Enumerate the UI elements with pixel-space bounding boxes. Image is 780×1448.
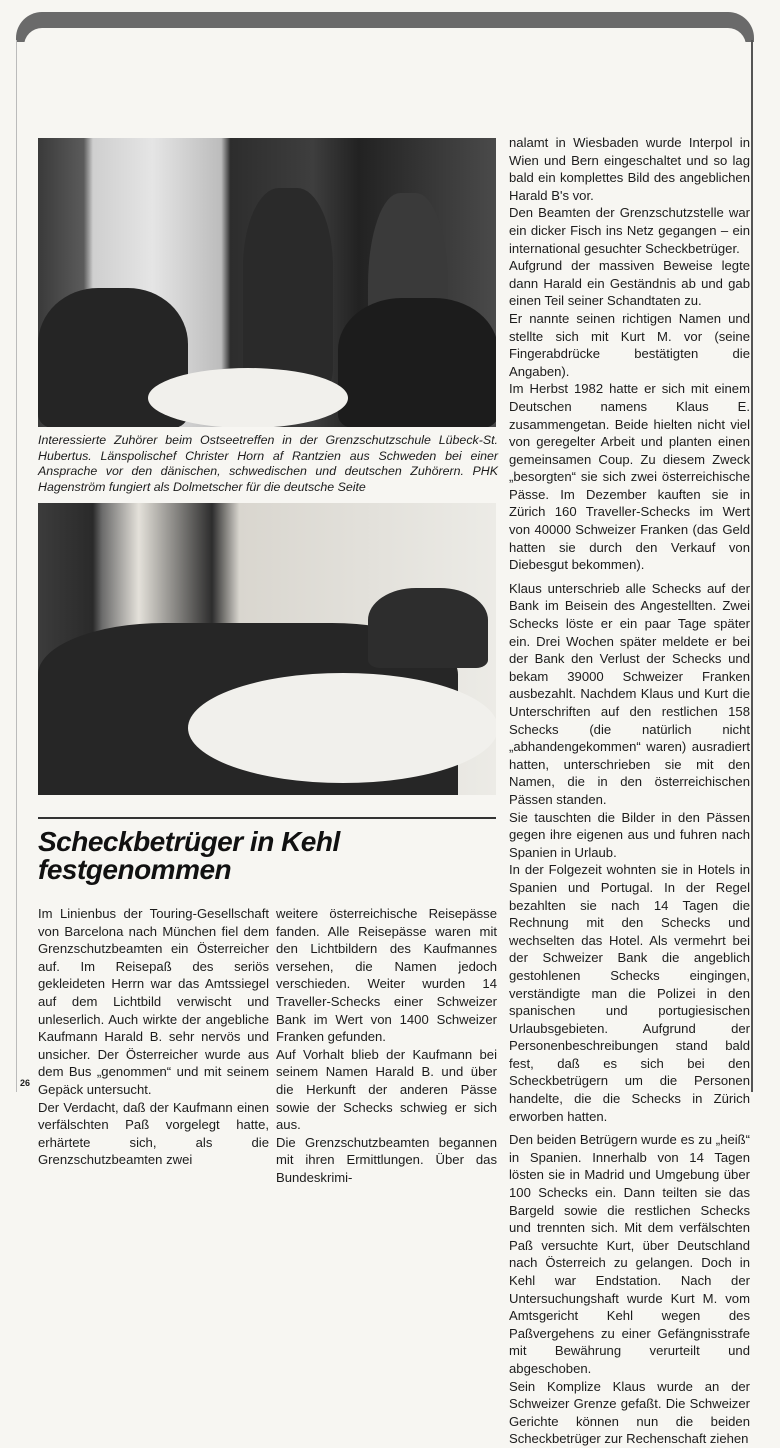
headline-line-1: Scheckbetrüger in Kehl [38, 826, 340, 857]
paragraph: Klaus unterschrieb alle Schecks auf der Bank im Beisein des Angestellten. Zwei Schecks löste er ein paar Tage später ein. Drei Wochen später meldete er bei der Bank den Verlust der Schecks und bekam 39000 Schweizer Franken ausbezahlt. Nachdem Klaus und Kurt die Unterschriften auf den restlichen 158 Schecks (die natürlich nicht „abhandengekommen“ waren) ausradiert hatten, unterschrieben sie mit den Namen, die in den österreichischen Pässen standen. [509, 580, 750, 807]
paragraph: Sein Komplize Klaus wurde an der Schweizer Grenze gefaßt. Die Schweizer Gerichte können nun die beiden Scheckbetrüger zur Rechenschaft ziehen [509, 1378, 750, 1447]
paragraph: Im Herbst 1982 hatte er sich mit einem Deutschen namens Klaus E. zusammengetan. Beide hielten nicht viel von geregelter Arbeit und planten einen gemeinsamen Coup. Zu diesem Zweck „besorgten“ sie sich zwei österreichische Pässe. Im Dezember kauften sie in Zürich 160 Traveller-Schecks im Wert von 40000 Schweizer Franken (das Geld hatten sie durch den Verkauf von Diebesgut bekommen). [509, 381, 750, 573]
paragraph: weitere österreichische Reisepässe fanden. Alle Reisepässe waren mit den Lichtbildern des Kaufmannes versehen, die Namen jedoch verschieden. Weiter wurden 14 Traveller-Schecks einer Schweizer Bank im Wert von 1400 Schweizer Franken gefunden. [276, 906, 497, 1045]
page-frame-right-rule [751, 40, 753, 1092]
headline-rule [38, 817, 496, 819]
paragraph: nalamt in Wiesbaden wurde Interpol in Wien und Bern eingeschaltet und so lag bald ein komplettes Bild des angeblichen Harald B's vor. [509, 135, 750, 203]
paragraph: Auf Vorhalt blieb der Kaufmann bei seinem Namen Harald B. und über die Herkunft der anderen Pässe sowie der Schecks schwieg er sich aus. [276, 1046, 497, 1133]
headline-line-2: festgenommen [38, 854, 232, 885]
paragraph: Er nannte seinen richtigen Namen und stellte sich mit Kurt M. vor (seine Fingerabdrücke bestätigten die Angaben). [509, 310, 750, 379]
page-number: 26 [20, 1078, 31, 1088]
paragraph: Sie tauschten die Bilder in den Pässen gegen ihre eigenen aus und fuhren nach Spanien in Urlaub. [509, 809, 750, 860]
paragraph: In der Folgezeit wohnten sie in Hotels in Spanien und Portugal. In der Regel bezahlten sie nach 14 Tagen die Rechnung mit den Schecks und wechselten das Hotel. Als vermehrt bei der Schweizer Bank die angeblich gestohlenen Schecks eingingen, verständigte man die Polizei in den spanischen und portugiesischen Urlaubsgebieten. Aufgrund der Personenbeschreibungen stand bald fest, daß es sich bei den Scheckbetrügern um die Personen handelte, die die Schecks in Zürich erworben hatten. [509, 862, 750, 1124]
article-column-3 [509, 134, 750, 1448]
article-headline [38, 828, 498, 884]
photo-audience-ostseetreffen [38, 138, 496, 427]
paragraph: Aufgrund der massiven Beweise legte dann Harald ein Geständnis ab und gab einen Teil seiner Schandtaten zu. [509, 258, 750, 309]
paragraph: Im Linienbus der Touring-Gesellschaft von Barcelona nach München fiel dem Grenzschutzbeamten ein Österreicher auf. Im Reisepaß des seriös gekleideten Herrn war das Amtssiegel auf dem Lichtbild verwischt und unleserlich. Auch wirkte der angebliche Kaufmann Harald B. sehr nervös und unsicher. Der Österreicher wurde aus dem Bus „genommen“ und mit seinem Gepäck untersucht. [38, 906, 269, 1097]
paragraph: Der Verdacht, daß der Kaufmann einen verfälschten Paß vorgelegt hatte, erhärtete sich, als die Grenzschutzbeamten zwei [38, 1099, 269, 1168]
photo-conference-table [38, 503, 496, 795]
article-column-1 [38, 905, 269, 1169]
paragraph: Den beiden Betrügern wurde es zu „heiß“ in Spanien. Innerhalb von 14 Tagen lösten sie in Madrid und Umgebung über 100 Schecks ein. Dann teilten sie das Bargeld sowie die restlichen Schecks und trennten sich. Mit dem verfälschten Paß versuchte Kurt, über Deutschland nach Österreich zu gelangen. Doch in Kehl war Endstation. Nach der Untersuchungshaft wurde Kurt M. vom Amtsgericht Kehl wegen des Paßvergehens zu einer Gefängnisstrafe mit Bewährung verurteilt und abgeschoben. [509, 1132, 750, 1376]
page-frame-left-rule [16, 40, 17, 1092]
paragraph: Den Beamten der Grenzschutzstelle war ein dicker Fisch ins Netz gegangen – ein international gesuchter Scheckbetrüger. [509, 205, 750, 256]
article-column-2 [276, 905, 497, 1187]
page-frame-inner [24, 28, 746, 58]
photo-caption: Interessierte Zuhörer beim Ostseetreffen in der Grenzschutzschule Lübeck-St. Hubertus. Länspolischef Christer Horn af Rantzien aus Schweden bei einer Ansprache vor den dänischen, schwedischen und deutschen Zuhörern. PHK Hagenström fungiert als Dolmetscher für die deutsche Seite [38, 433, 498, 494]
paragraph: Die Grenzschutzbeamten begannen mit ihren Ermittlungen. Über das Bundeskrimi- [276, 1134, 497, 1185]
